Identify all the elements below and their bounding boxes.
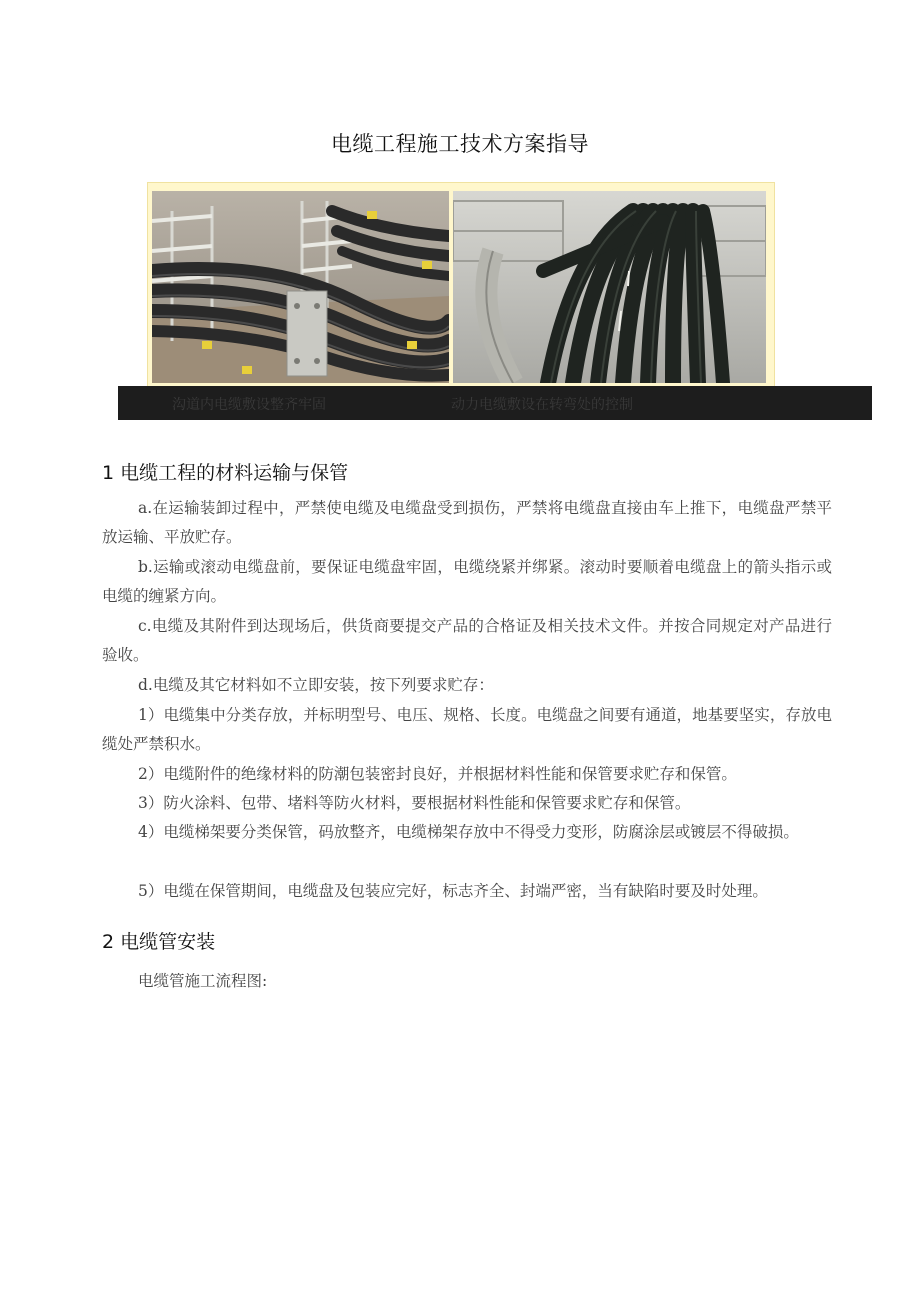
- paragraph-c: c.电缆及其附件到达现场后，供货商要提交产品的合格证及相关技术文件。并按合同规定对产品进行验收。: [102, 617, 832, 664]
- cable-photos-figure: [118, 182, 872, 420]
- trench-cables-photo: [152, 191, 449, 383]
- section-heading-2: 2 电缆管安装: [102, 931, 216, 953]
- paragraph-b: b.运输或滚动电缆盘前，要保证电缆盘牢固，电缆绕紧并绑紧。滚动时要顺着电缆盘上的箭头指示或电缆的缠紧方向。: [102, 558, 832, 605]
- caption-right: 动力电缆敷设在转弯处的控制: [451, 397, 633, 413]
- list-item-1: 1）电缆集中分类存放，并标明型号、电压、规格、长度。电缆盘之间要有通道，地基要坚实，存放电缆处严禁积水。: [102, 706, 832, 753]
- list-item-2: 2）电缆附件的绝缘材料的防潮包装密封良好，并根据材料性能和保管要求贮存和保管。: [138, 765, 737, 783]
- list-item-3: 3）防火涂料、包带、堵料等防火材料，要根据材料性能和保管要求贮存和保管。: [138, 794, 691, 812]
- power-cable-turn-photo: [453, 191, 766, 383]
- flowchart-intro: 电缆管施工流程图:: [138, 972, 268, 990]
- page-title: 电缆工程施工技术方案指导: [331, 132, 589, 156]
- list-item-5: 5）电缆在保管期间，电缆盘及包装应完好，标志齐全、封端严密，当有缺陷时要及时处理。: [138, 882, 768, 900]
- caption-left: 沟道内电缆敷设整齐牢固: [172, 397, 326, 413]
- list-item-4: 4）电缆梯架要分类保管，码放整齐，电缆梯架存放中不得受力变形，防腐涂层或镀层不得破损。: [138, 823, 799, 841]
- paragraph-d: d.电缆及其它材料如不立即安装，按下列要求贮存：: [138, 676, 494, 694]
- section-heading-1: 1 电缆工程的材料运输与保管: [102, 462, 349, 484]
- paragraph-a: a.在运输装卸过程中，严禁使电缆及电缆盘受到损伤，严禁将电缆盘直接由车上推下，电缆盘严禁平放运输、平放贮存。: [102, 499, 832, 546]
- caption-bar: [118, 386, 872, 420]
